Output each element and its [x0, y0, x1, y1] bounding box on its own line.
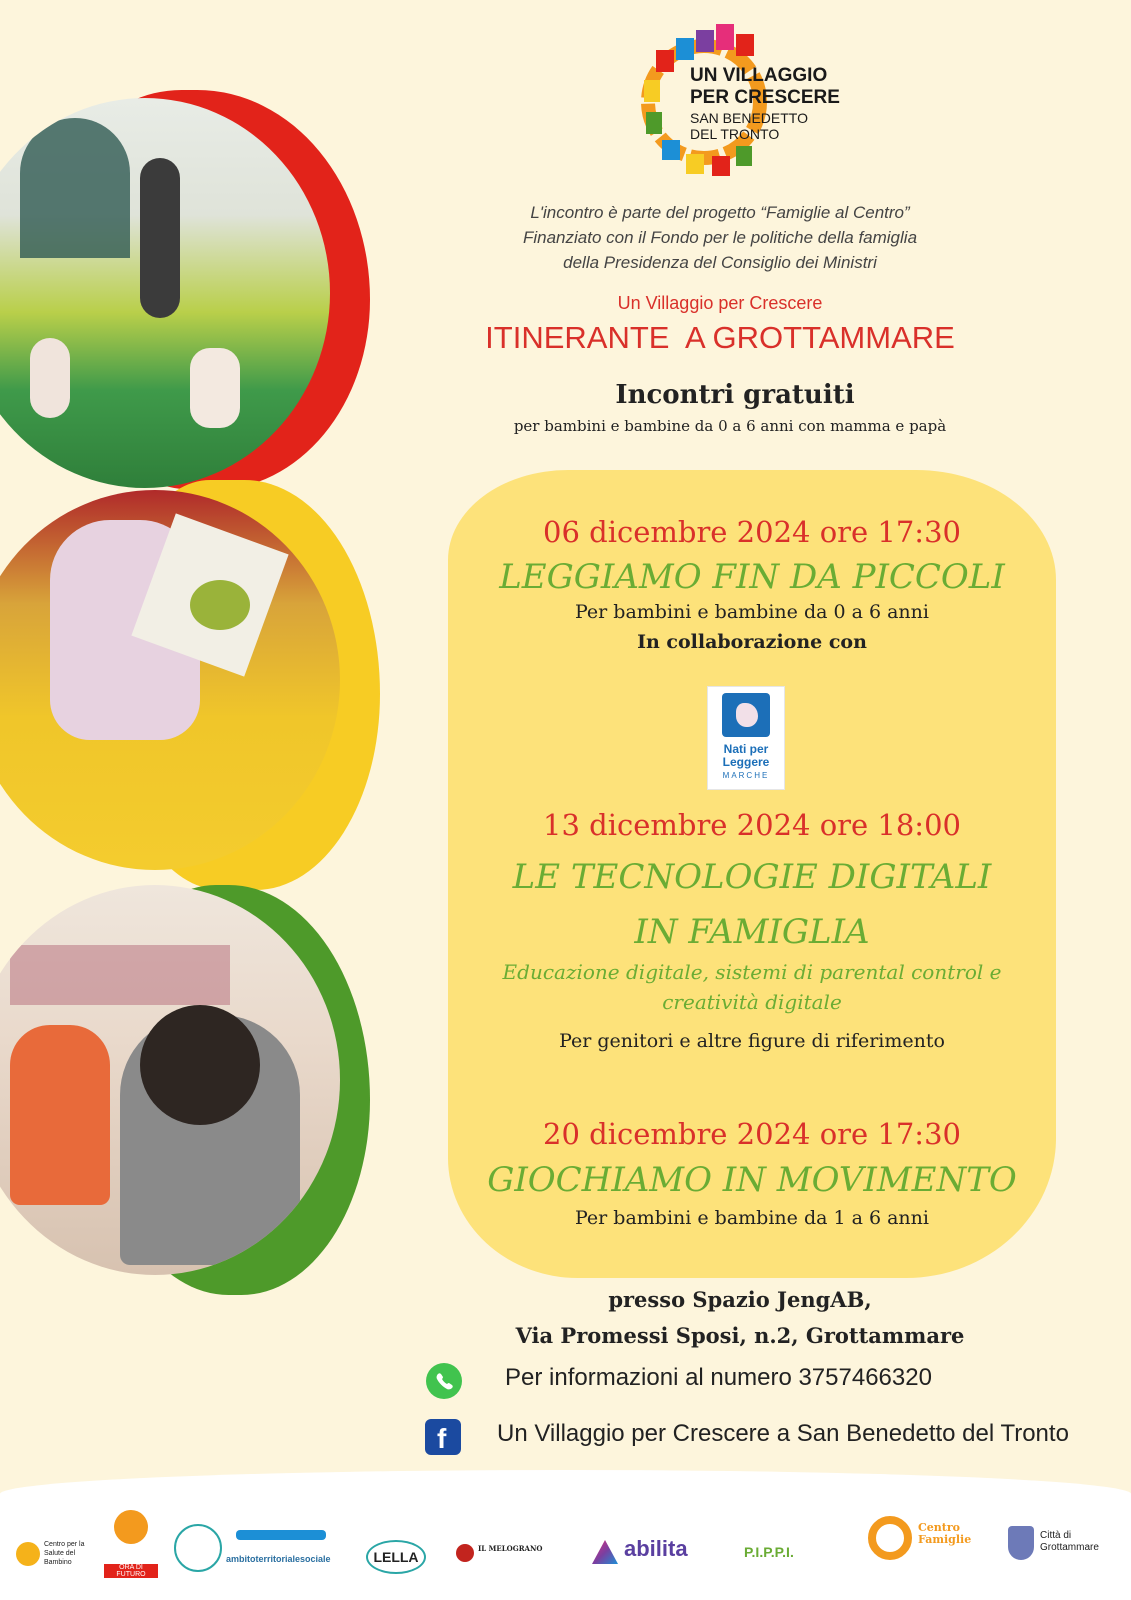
partner-line1: Nati per	[723, 742, 769, 756]
footer-logo-centro-famiglie: Centro Famiglie	[868, 1516, 988, 1570]
venue-line2: Via Promessi Sposi, n.2, Grottammare	[515, 1323, 965, 1348]
footer-logo-pippi: P.I.P.P.I.	[744, 1544, 794, 1560]
footer-logo-lella: LELLA	[366, 1540, 426, 1574]
event3-title: GIOCHIAMO IN MOVIMENTO	[487, 1160, 1017, 1200]
venue-line1: presso Spazio JengAB,	[608, 1287, 872, 1312]
intro-line2: Finanziato con il Fondo per le politiche della famiglia	[522, 228, 918, 247]
logo-line4: DEL TRONTO	[690, 126, 780, 142]
footer-logo-grottammare: Città di Grottammare	[1008, 1526, 1124, 1570]
village-logo	[636, 20, 846, 180]
intro-line1: L'incontro è parte del progetto “Famiglie al Centro”	[530, 203, 910, 222]
footer-logo-ora-di-futuro: ORA DI FUTURO	[104, 1510, 160, 1580]
footer-logo-melograno: IL MELOGRANO	[456, 1540, 556, 1570]
intro-text	[460, 200, 980, 275]
event2-title-line1: LE TECNOLOGIE DIGITALI	[512, 857, 992, 897]
facebook-icon: f	[425, 1419, 461, 1455]
event2-desc-line1: Educazione digitale, sistemi di parental control e	[502, 960, 1002, 984]
footer-logo-csb: Centro per la Salute del Bambino	[16, 1540, 96, 1570]
event2-desc-line2: creatività digitale	[662, 990, 842, 1014]
audience-text: per bambini e bambine da 0 a 6 anni con mamma e papà	[513, 417, 947, 435]
free-heading: Incontri gratuiti	[615, 380, 855, 410]
event3-note: Per bambini e bambine da 1 a 6 anni	[575, 1207, 929, 1229]
footer-logo-heart	[174, 1524, 222, 1572]
event2-note: Per genitori e altre figure di riferimento	[559, 1030, 945, 1052]
logo-line3: SAN BENEDETTO	[690, 110, 808, 126]
logo-line2: PER CRESCERE	[690, 87, 840, 108]
event1-date: 06 dicembre 2024 ore 17:30	[543, 515, 961, 549]
footer-logo-abilita: abilita	[592, 1536, 712, 1570]
logo-line1: UN VILLAGGIO	[690, 65, 828, 86]
event3-date: 20 dicembre 2024 ore 17:30	[543, 1117, 961, 1151]
facebook-text: Un Villaggio per Crescere a San Benedetto del Tronto	[497, 1420, 1069, 1447]
footer-logo-ambito: ambitoterritorialesociale	[226, 1530, 336, 1570]
header-title: ITINERANTE A GROTTAMMARE	[485, 320, 955, 355]
nati-per-leggere-logo	[707, 686, 785, 790]
venue	[460, 1282, 1020, 1354]
whatsapp-icon	[426, 1363, 462, 1399]
partner-line2: Leggere	[722, 755, 770, 769]
phone-text: Per informazioni al numero 3757466320	[505, 1364, 932, 1391]
event1-title: LEGGIAMO FIN DA PICCOLI	[499, 557, 1005, 597]
header-subtitle: Un Villaggio per Crescere	[617, 293, 823, 313]
partner-line3: MARCHE	[722, 771, 770, 780]
intro-line3: della Presidenza del Consiglio dei Ministri	[563, 253, 877, 272]
event2-date: 13 dicembre 2024 ore 18:00	[543, 808, 961, 842]
nati-per-leggere-icon	[722, 693, 770, 737]
event1-note: Per bambini e bambine da 0 a 6 anni	[575, 601, 929, 623]
event1-collab: In collaborazione con	[637, 631, 867, 653]
event2-title-line2: IN FAMIGLIA	[634, 912, 870, 952]
